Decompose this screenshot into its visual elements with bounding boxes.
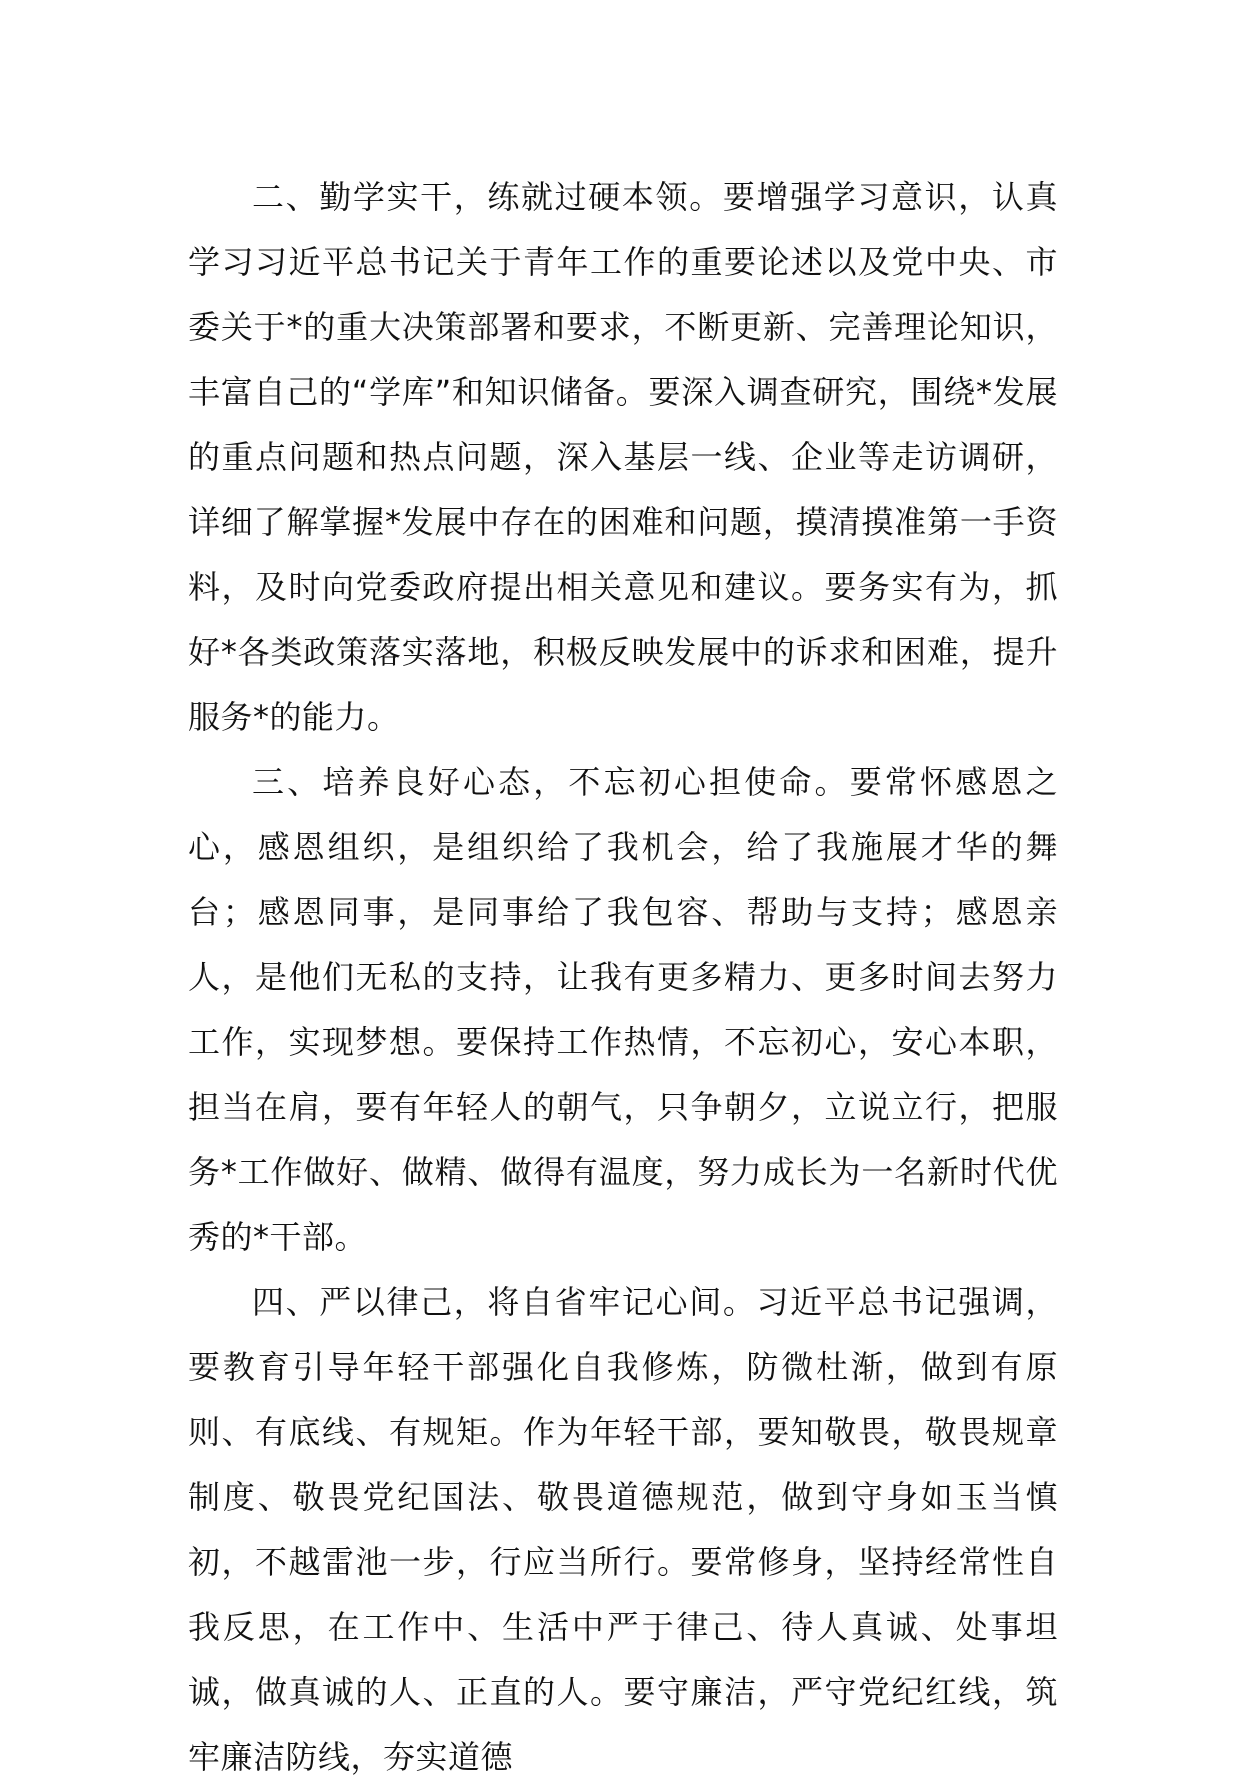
paragraph-section-two: 二、勤学实干，练就过硬本领。要增强学习意识，认真学习习近平总书记关于青年工作的重要论述以及党中央、市委关于*的重大决策部署和要求，不断更新、完善理论知识，丰富自己的“学库”和知识储备。要深入调查研究，围绕*发展的重点问题和热点问题，深入基层一线、企业等走访调研，详细了解掌握*发展中存在的困难和问题，摸清摸准第一手资料，及时向党委政府提出相关意见和建议。要务实有为，抓好*各类政策落实落地，积极反映发展中的诉求和困难，提升服务*的能力。 [188, 178, 1058, 736]
paragraph-section-four: 四、严以律己，将自省牢记心间。习近平总书记强调，要教育引导年轻干部强化自我修炼，防微杜渐，做到有原则、有底线、有规矩。作为年轻干部，要知敬畏，敬畏规章制度、敬畏党纪国法、敬畏道德规范，做到守身如玉当慎初，不越雷池一步，行应当所行。要常修身，坚持经常性自我反思，在工作中、生活中严于律己、待人真诚、处事坦诚，做真诚的人、正直的人。要守廉洁，严守党纪红线，筑牢廉洁防线，夯实道德 [188, 1283, 1058, 1776]
paragraph-section-three: 三、培养良好心态，不忘初心担使命。要常怀感恩之心，感恩组织，是组织给了我机会，给了我施展才华的舞台；感恩同事，是同事给了我包容、帮助与支持；感恩亲人，是他们无私的支持，让我有更多精力、更多时间去努力工作，实现梦想。要保持工作热情，不忘初心，安心本职，担当在肩，要有年轻人的朝气，只争朝夕，立说立行，把服务*工作做好、做精、做得有温度，努力成长为一名新时代优秀的*干部。 [188, 763, 1058, 1256]
document-body [188, 165, 1058, 1790]
